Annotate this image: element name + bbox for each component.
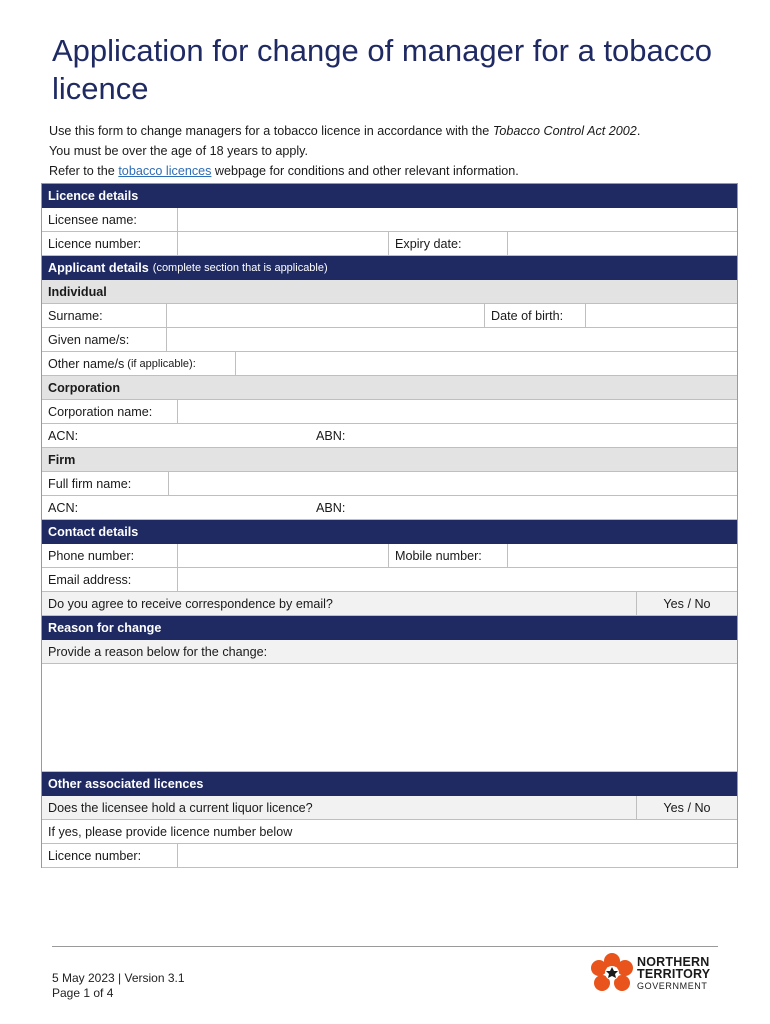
- subheading-firm: Firm: [42, 448, 737, 472]
- surname-label: Surname:: [48, 308, 103, 323]
- footer-date-version: 5 May 2023 | Version 3.1: [52, 971, 185, 985]
- given-names-label: Given name/s:: [48, 332, 130, 347]
- mobile-number-field[interactable]: [507, 544, 737, 567]
- corporation-acn-label: ACN:: [48, 428, 79, 443]
- phone-number-label: Phone number:: [48, 548, 135, 563]
- liquor-licence-number-row: [42, 844, 737, 868]
- corporation-acn-abn-row: [42, 424, 737, 448]
- section-heading-other-associated-licences: Other associated licences: [42, 772, 737, 796]
- applicant-heading-note: (complete section that is applicable): [152, 261, 328, 274]
- given-names-field[interactable]: [166, 328, 737, 351]
- licence-number-label: Licence number:: [48, 236, 142, 251]
- act-name: Tobacco Control Act 2002: [492, 124, 637, 138]
- section-heading-reason-for-change: Reason for change: [42, 616, 737, 640]
- footer: [52, 971, 185, 1001]
- full-firm-name-field[interactable]: [168, 472, 737, 495]
- licence-number-field[interactable]: [177, 232, 388, 255]
- subheading-corporation: Corporation: [42, 376, 737, 400]
- expiry-date-field[interactable]: [507, 232, 737, 255]
- licensee-name-field[interactable]: [177, 208, 737, 231]
- nt-government-logo: [589, 952, 719, 996]
- other-names-label: Other name/s (if applicable):: [48, 356, 196, 371]
- intro-line-3: Refer to the tobacco licences webpage for conditions and other relevant information.: [49, 164, 519, 178]
- intro-line-1: Use this form to change managers for a tobacco licence in accordance with the Tobacco Control Act 2002.: [49, 124, 641, 138]
- intro-text: [49, 121, 739, 181]
- email-consent-yes-no[interactable]: Yes / No: [636, 592, 737, 615]
- section-heading-contact-details: Contact details: [42, 520, 737, 544]
- tobacco-licences-link[interactable]: tobacco licences: [118, 164, 212, 178]
- liquor-licence-yes-no[interactable]: Yes / No: [636, 796, 737, 819]
- date-of-birth-field[interactable]: [585, 304, 737, 327]
- sturt-desert-rose-icon: [589, 952, 635, 996]
- reason-prompt-row: [42, 640, 737, 664]
- section-heading-applicant-details: Applicant details (complete section that is applicable): [42, 256, 737, 280]
- footer-divider: [52, 946, 718, 947]
- surname-row: [42, 304, 737, 328]
- liquor-licence-number-field[interactable]: [177, 844, 737, 867]
- subheading-individual: Individual: [42, 280, 737, 304]
- if-yes-row: [42, 820, 737, 844]
- application-form: [41, 183, 738, 868]
- reason-prompt: Provide a reason below for the change:: [48, 644, 268, 659]
- firm-acn-abn-row: [42, 496, 737, 520]
- reason-textarea[interactable]: [42, 664, 737, 772]
- phone-row: [42, 544, 737, 568]
- date-of-birth-label: Date of birth:: [484, 304, 585, 327]
- full-firm-name-row: [42, 472, 737, 496]
- email-consent-row: [42, 592, 737, 616]
- corporation-name-label: Corporation name:: [48, 404, 153, 419]
- email-row: [42, 568, 737, 592]
- phone-number-field[interactable]: [177, 544, 388, 567]
- section-heading-licence-details: Licence details: [42, 184, 737, 208]
- liquor-licence-question: Does the licensee hold a current liquor licence?: [48, 800, 313, 815]
- licensee-name-label: Licensee name:: [48, 212, 137, 227]
- licence-number-row: [42, 232, 737, 256]
- email-consent-question: Do you agree to receive correspondence by email?: [48, 596, 333, 611]
- other-names-row: [42, 352, 737, 376]
- corporation-name-row: [42, 400, 737, 424]
- liquor-licence-number-label: Licence number:: [48, 848, 142, 863]
- footer-page-number: Page 1 of 4: [52, 986, 114, 1000]
- corporation-abn-label: ABN:: [316, 428, 346, 443]
- surname-field[interactable]: [166, 304, 484, 327]
- licensee-name-row: [42, 208, 737, 232]
- expiry-date-label: Expiry date:: [388, 232, 507, 255]
- corporation-name-field[interactable]: [177, 400, 737, 423]
- email-address-label: Email address:: [48, 572, 132, 587]
- other-names-field[interactable]: [235, 352, 737, 375]
- page-title: Application for change of manager for a tobacco licence: [52, 33, 713, 106]
- firm-abn-label: ABN:: [316, 500, 346, 515]
- liquor-licence-question-row: [42, 796, 737, 820]
- intro-line-2: You must be over the age of 18 years to apply.: [49, 144, 309, 158]
- email-address-field[interactable]: [177, 568, 737, 591]
- full-firm-name-label: Full firm name:: [48, 476, 132, 491]
- if-yes-instruction: If yes, please provide licence number below: [48, 824, 293, 839]
- firm-acn-label: ACN:: [48, 500, 79, 515]
- mobile-number-label: Mobile number:: [388, 544, 507, 567]
- given-names-row: [42, 328, 737, 352]
- logo-wordmark: NORTHERN TERRITORY GOVERNMENT: [637, 955, 711, 991]
